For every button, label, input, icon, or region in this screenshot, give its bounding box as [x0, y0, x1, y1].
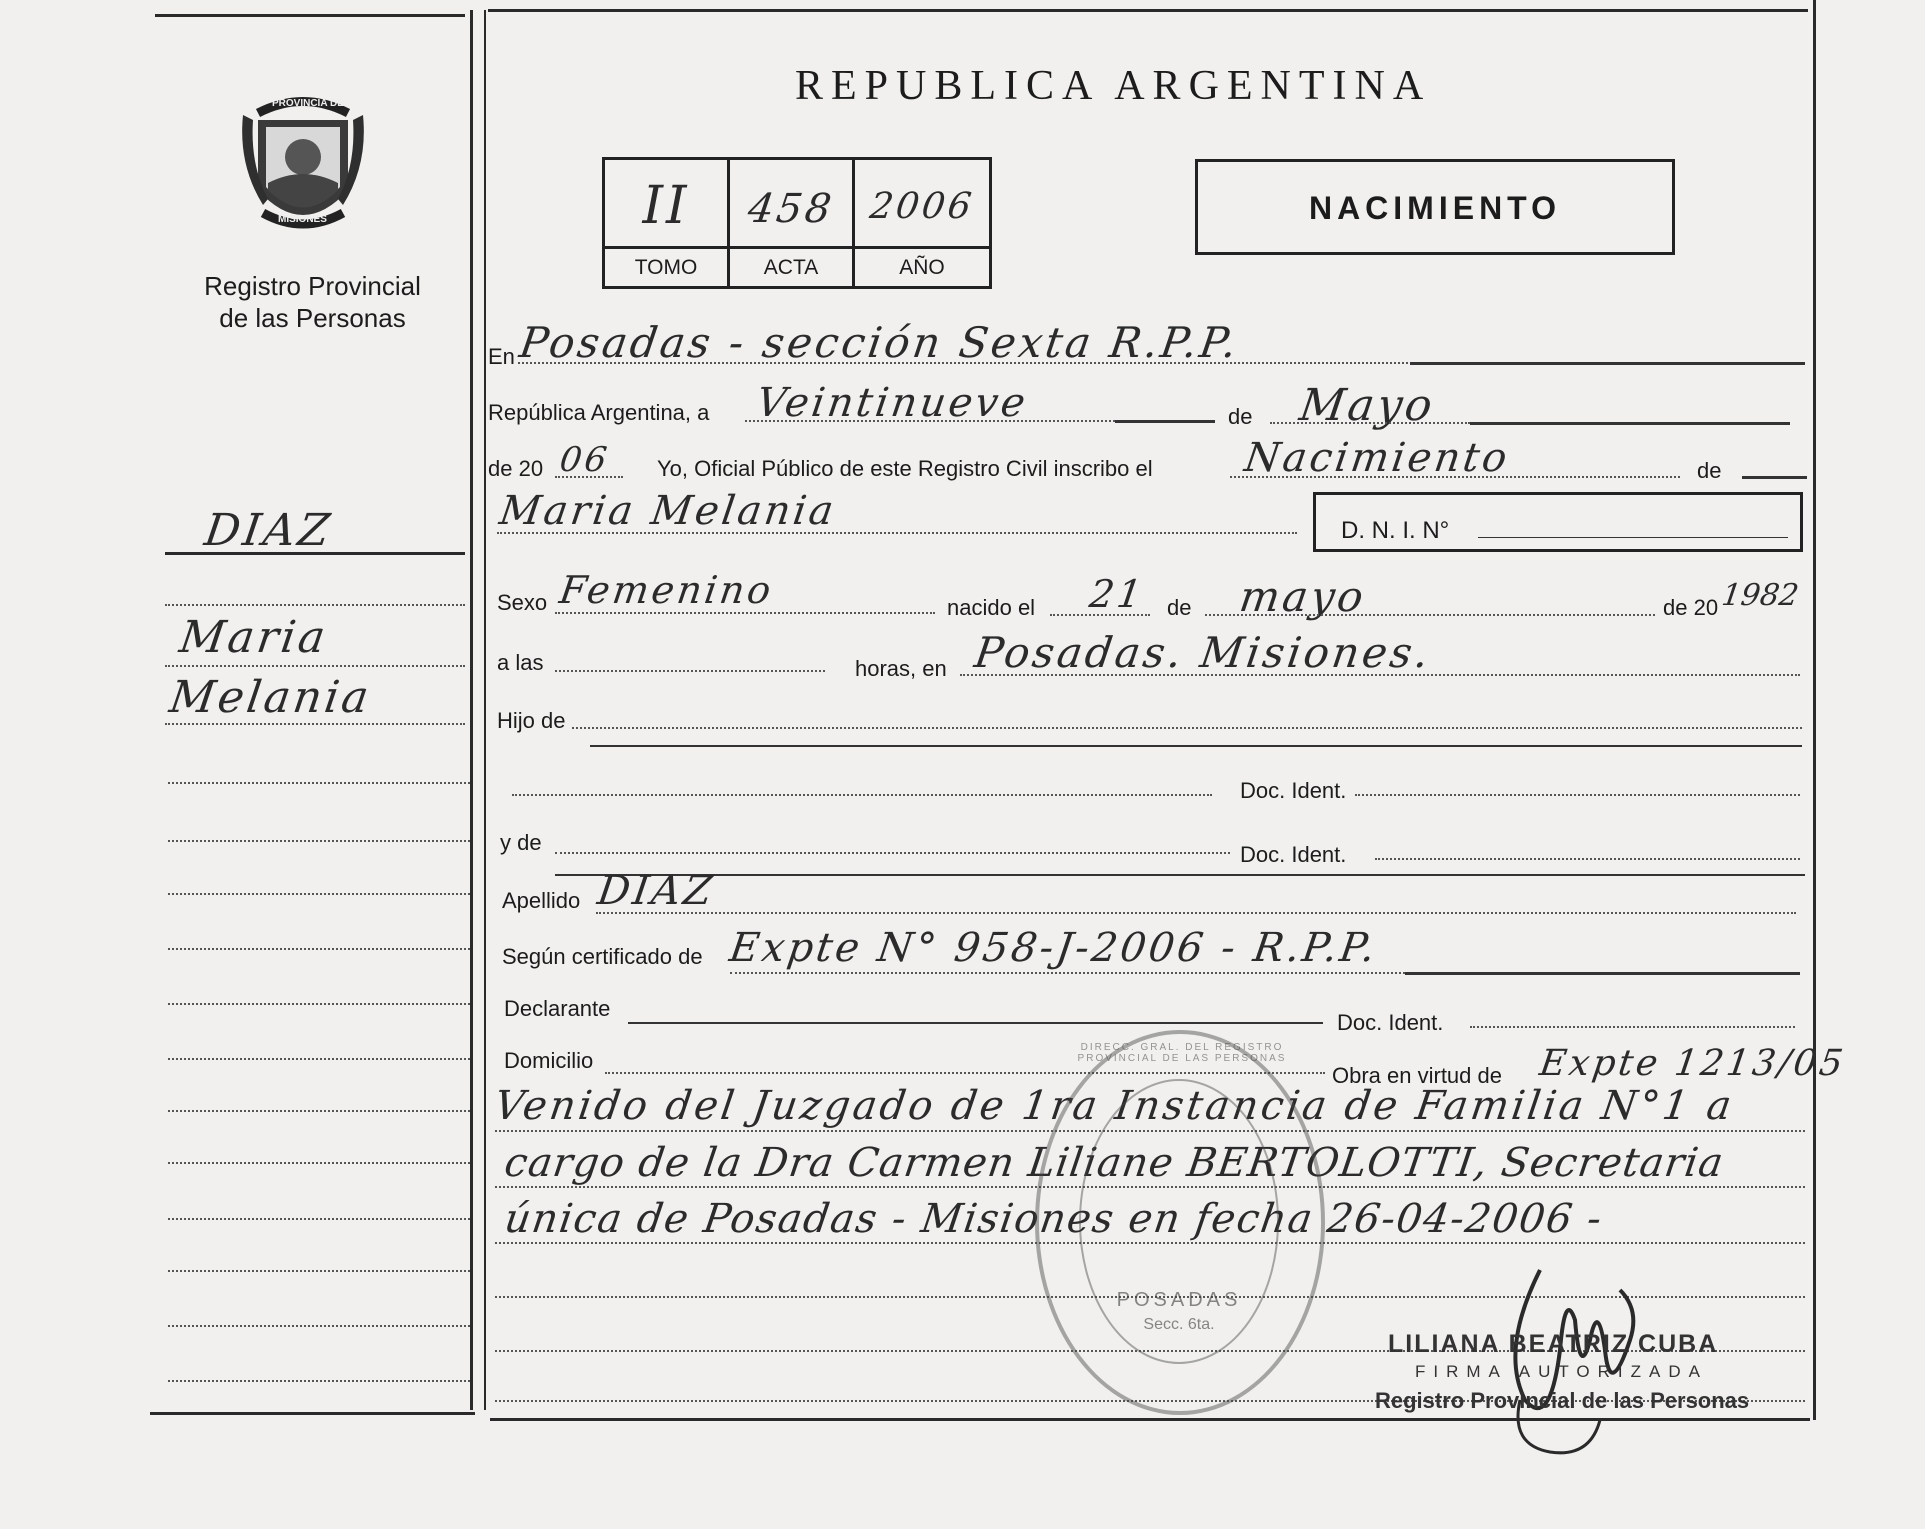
stamp-city: POSADAS	[1116, 1289, 1242, 1311]
label-horas-en: horas, en	[855, 656, 947, 681]
label-doc-ident-2: Doc. Ident.	[1240, 842, 1347, 867]
stamp-ring-text: DIRECC. GRAL. DEL REGISTRO PROVINCIAL DE LAS PERSONAS	[1077, 1042, 1287, 1064]
official-stamp	[1035, 1030, 1325, 1415]
year-value: 06	[557, 440, 613, 480]
birthplace-value: Posadas. Misiones.	[971, 628, 1435, 677]
registry-number-box	[602, 157, 992, 289]
office-name-line1: Registro Provincial	[204, 271, 421, 301]
full-name-value: Maria Melania	[496, 488, 840, 534]
label-sexo: Sexo	[497, 590, 548, 615]
label-republica: República Argentina, a	[488, 400, 710, 425]
signatory-role: FIRMA AUTORIZADA	[1415, 1362, 1708, 1381]
anio-label: AÑO	[899, 256, 945, 279]
label-de-2: de	[1697, 458, 1722, 483]
label-y-de: y de	[500, 830, 542, 855]
observation-line-1: Venido del Juzgado de 1ra Instancia de Familia N°1 a	[491, 1083, 1738, 1129]
place-value: Posadas - sección Sexta R.P.P.	[516, 318, 1243, 367]
birth-year-value: 1982	[1719, 578, 1801, 613]
observation-line-3: única de Posadas - Misiones en fecha 26-04-2006 -	[501, 1196, 1606, 1242]
label-en: En	[488, 344, 515, 369]
label-de-3: de	[1167, 595, 1192, 620]
signatory-office: Registro Provincial de las Personas	[1375, 1388, 1750, 1413]
label-de-20-b: de 20	[1663, 595, 1719, 620]
label-segun-certificado: Según certificado de	[502, 944, 703, 969]
dni-box	[1313, 492, 1803, 552]
signatory-name: LILIANA BEATRIZ CUBA	[1388, 1330, 1719, 1358]
label-doc-ident-3: Doc. Ident.	[1337, 1010, 1444, 1035]
document-type: NACIMIENTO	[1308, 190, 1562, 226]
coat-of-arms-logo	[238, 95, 368, 245]
office-name	[170, 270, 455, 334]
tomo-label: TOMO	[634, 256, 698, 279]
label-obra-en-virtud: Obra en virtud de	[1332, 1063, 1502, 1088]
stamp-section: Secc. 6ta.	[1143, 1316, 1215, 1333]
label-domicilio: Domicilio	[504, 1048, 594, 1073]
sidebar-surname: DIAZ	[201, 505, 336, 556]
label-nacido-el: nacido el	[947, 595, 1036, 620]
label-declarante: Declarante	[504, 996, 611, 1021]
acta-label: ACTA	[763, 256, 819, 279]
country-title: REPUBLICA ARGENTINA	[795, 63, 1432, 109]
logo-text-bottom: MISIONES	[278, 214, 327, 225]
label-a-las: a las	[497, 650, 544, 675]
act-value: Nacimiento	[1241, 435, 1513, 481]
surname-value: DIAZ	[594, 868, 718, 914]
tomo-value: II	[642, 176, 690, 236]
document-type-box	[1195, 159, 1675, 255]
month-value: Mayo	[1296, 380, 1439, 431]
label-doc-ident-1: Doc. Ident.	[1240, 778, 1347, 803]
label-de-20: de 20	[488, 456, 544, 481]
label-dni: D. N. I. N°	[1341, 517, 1450, 544]
office-name-line2: de las Personas	[219, 303, 406, 333]
birth-month-value: mayo	[1236, 572, 1370, 621]
logo-text-top: PROVINCIA DE	[272, 98, 344, 109]
registrar-statement: Yo, Oficial Público de este Registro Civil inscribo el	[657, 456, 1153, 481]
sex-value: Femenino	[556, 568, 777, 612]
label-de-1: de	[1228, 404, 1253, 429]
birth-day-value: 21	[1086, 572, 1148, 616]
sidebar-given-name-1: Maria	[176, 612, 332, 663]
obra-value: Expte 1213/05	[1537, 1043, 1849, 1084]
label-apellido: Apellido	[502, 888, 581, 913]
certificate-value: Expte N° 958-J-2006 - R.P.P.	[726, 925, 1381, 971]
label-hijo-de: Hijo de	[497, 708, 566, 733]
acta-value: 458	[745, 186, 837, 232]
day-value: Veintinueve	[753, 380, 1032, 426]
sidebar-given-name-2: Melania	[166, 672, 375, 723]
anio-value: 2006	[867, 186, 977, 227]
observation-line-2: cargo de la Dra Carmen Liliane BERTOLOTTI, Secretaria	[501, 1140, 1727, 1186]
